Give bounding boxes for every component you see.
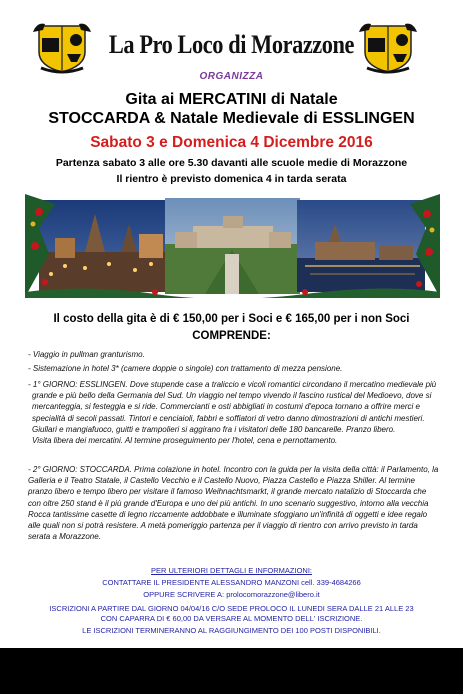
item-bus: - Viaggio in pullman granturismo. (28, 350, 145, 359)
registration-info: ISCRIZIONI A PARTIRE DAL GIORNO 04/04/16 C/O SEDE PROLOCO IL LUNEDI SERA DALLE 21 ALLE 23 (49, 604, 414, 613)
city-night-photo (297, 200, 425, 292)
trip-cost: Il costo della gita è di € 150,00 per i Soci e € 165,00 per i non Soci (53, 313, 410, 325)
item-day2: - 2° GIORNO: STOCCARDA. Prima colazione in hotel. Incontro con la guida per la visita della città: il Parlamento, la Galleria e il Teatro Statale, il Castello Vecchio e il Castello Nuovo, Piazza Castello e Piazza Shiller. Al termine pranzo libero e tempo libero per visitare il famoso Weihnachtsmarkt, il grande mercato natalizio di Stoccarda che con oltre 250 stand è il più grande d'Europa e uno dei più antichi. In uno scenario suggestivo, intorno alla vecchia Rocca tantissime casette di legno riccamente addobbate e illuminate sfoggiano un'infinità di oggetti e idee regalo alle quali non si potrà resistere. A metà pomeriggio partenza per il viaggio di rientro con arrivo previsto in tarda serata a Morazzone. (28, 465, 439, 542)
comprende-heading: COMPRENDE: (192, 330, 271, 342)
seats-info: LE ISCRIZIONI TERMINERANNO AL RAGGIUNGIMENTO DEI 100 POSTI DISPONIBILI. (82, 626, 381, 635)
market-photo (39, 200, 167, 292)
return-info: Il rientro è previsto domenica 4 in tarda serata (116, 173, 347, 185)
christmas-photo-strip (25, 194, 440, 298)
departure-info: Partenza sabato 3 alle ore 5.30 davanti alle scuole medie di Morazzone (55, 157, 408, 169)
day1-note: Visita libera dei mercatini. Al termine proseguimento per l'hotel, cena e pernottamento. (32, 436, 338, 446)
organizza-label: ORGANIZZA (199, 71, 264, 82)
page-title: La Pro Loco di Morazzone (108, 30, 355, 59)
email-contact[interactable]: OPPURE SCRIVERE A: prolocomorazzone@libero.it (143, 590, 320, 599)
deposit-info: CON CAPARRA DI € 60,00 DA VERSARE AL MOMENTO DELL' ISCRIZIONE. (100, 614, 363, 623)
event-line-1: Gita ai MERCATINI di Natale (125, 91, 338, 108)
item-day1 (28, 379, 444, 446)
president-contact: CONTATTARE IL PRESIDENTE ALESSANDRO MANZONI cell. 339-4684266 (102, 578, 361, 587)
info-heading: PER ULTERIORI DETTAGLI E INFORMAZIONI: (151, 566, 312, 575)
event-line-2: STOCCARDA & Natale Medievale di ESSLINGEN (48, 110, 415, 127)
palace-photo (165, 198, 300, 294)
event-dates: Sabato 3 e Domenica 4 Dicembre 2016 (90, 134, 373, 151)
item-hotel: - Sistemazione in hotel 3* (camere doppie o singole) con trattamento di mezza pensione. (28, 364, 343, 373)
day1-text: - 1° GIORNO: ESSLINGEN. Dove stupende case a traliccio e vicoli romantici circondano il mercatino medievale più grande e più bello della Germania del Sud. Un viaggio nel tempo vivendo il fascino rustical del Medioevo, dove si mercanteggia, si festeggia e si ride. Commercianti e osti abbigliati in costumi d'epoca tornano a offrire merci e specialità di secoli passati. Tintori e cenciaioli, fabbri e soffiatori di vetro danno dimostrazioni di antichi mestieri. Giullari e mangiafuoco, guitti e trampolieri si aggirano fra i visitatori delle 180 bancarelle. Pranzo libero. (28, 380, 437, 434)
